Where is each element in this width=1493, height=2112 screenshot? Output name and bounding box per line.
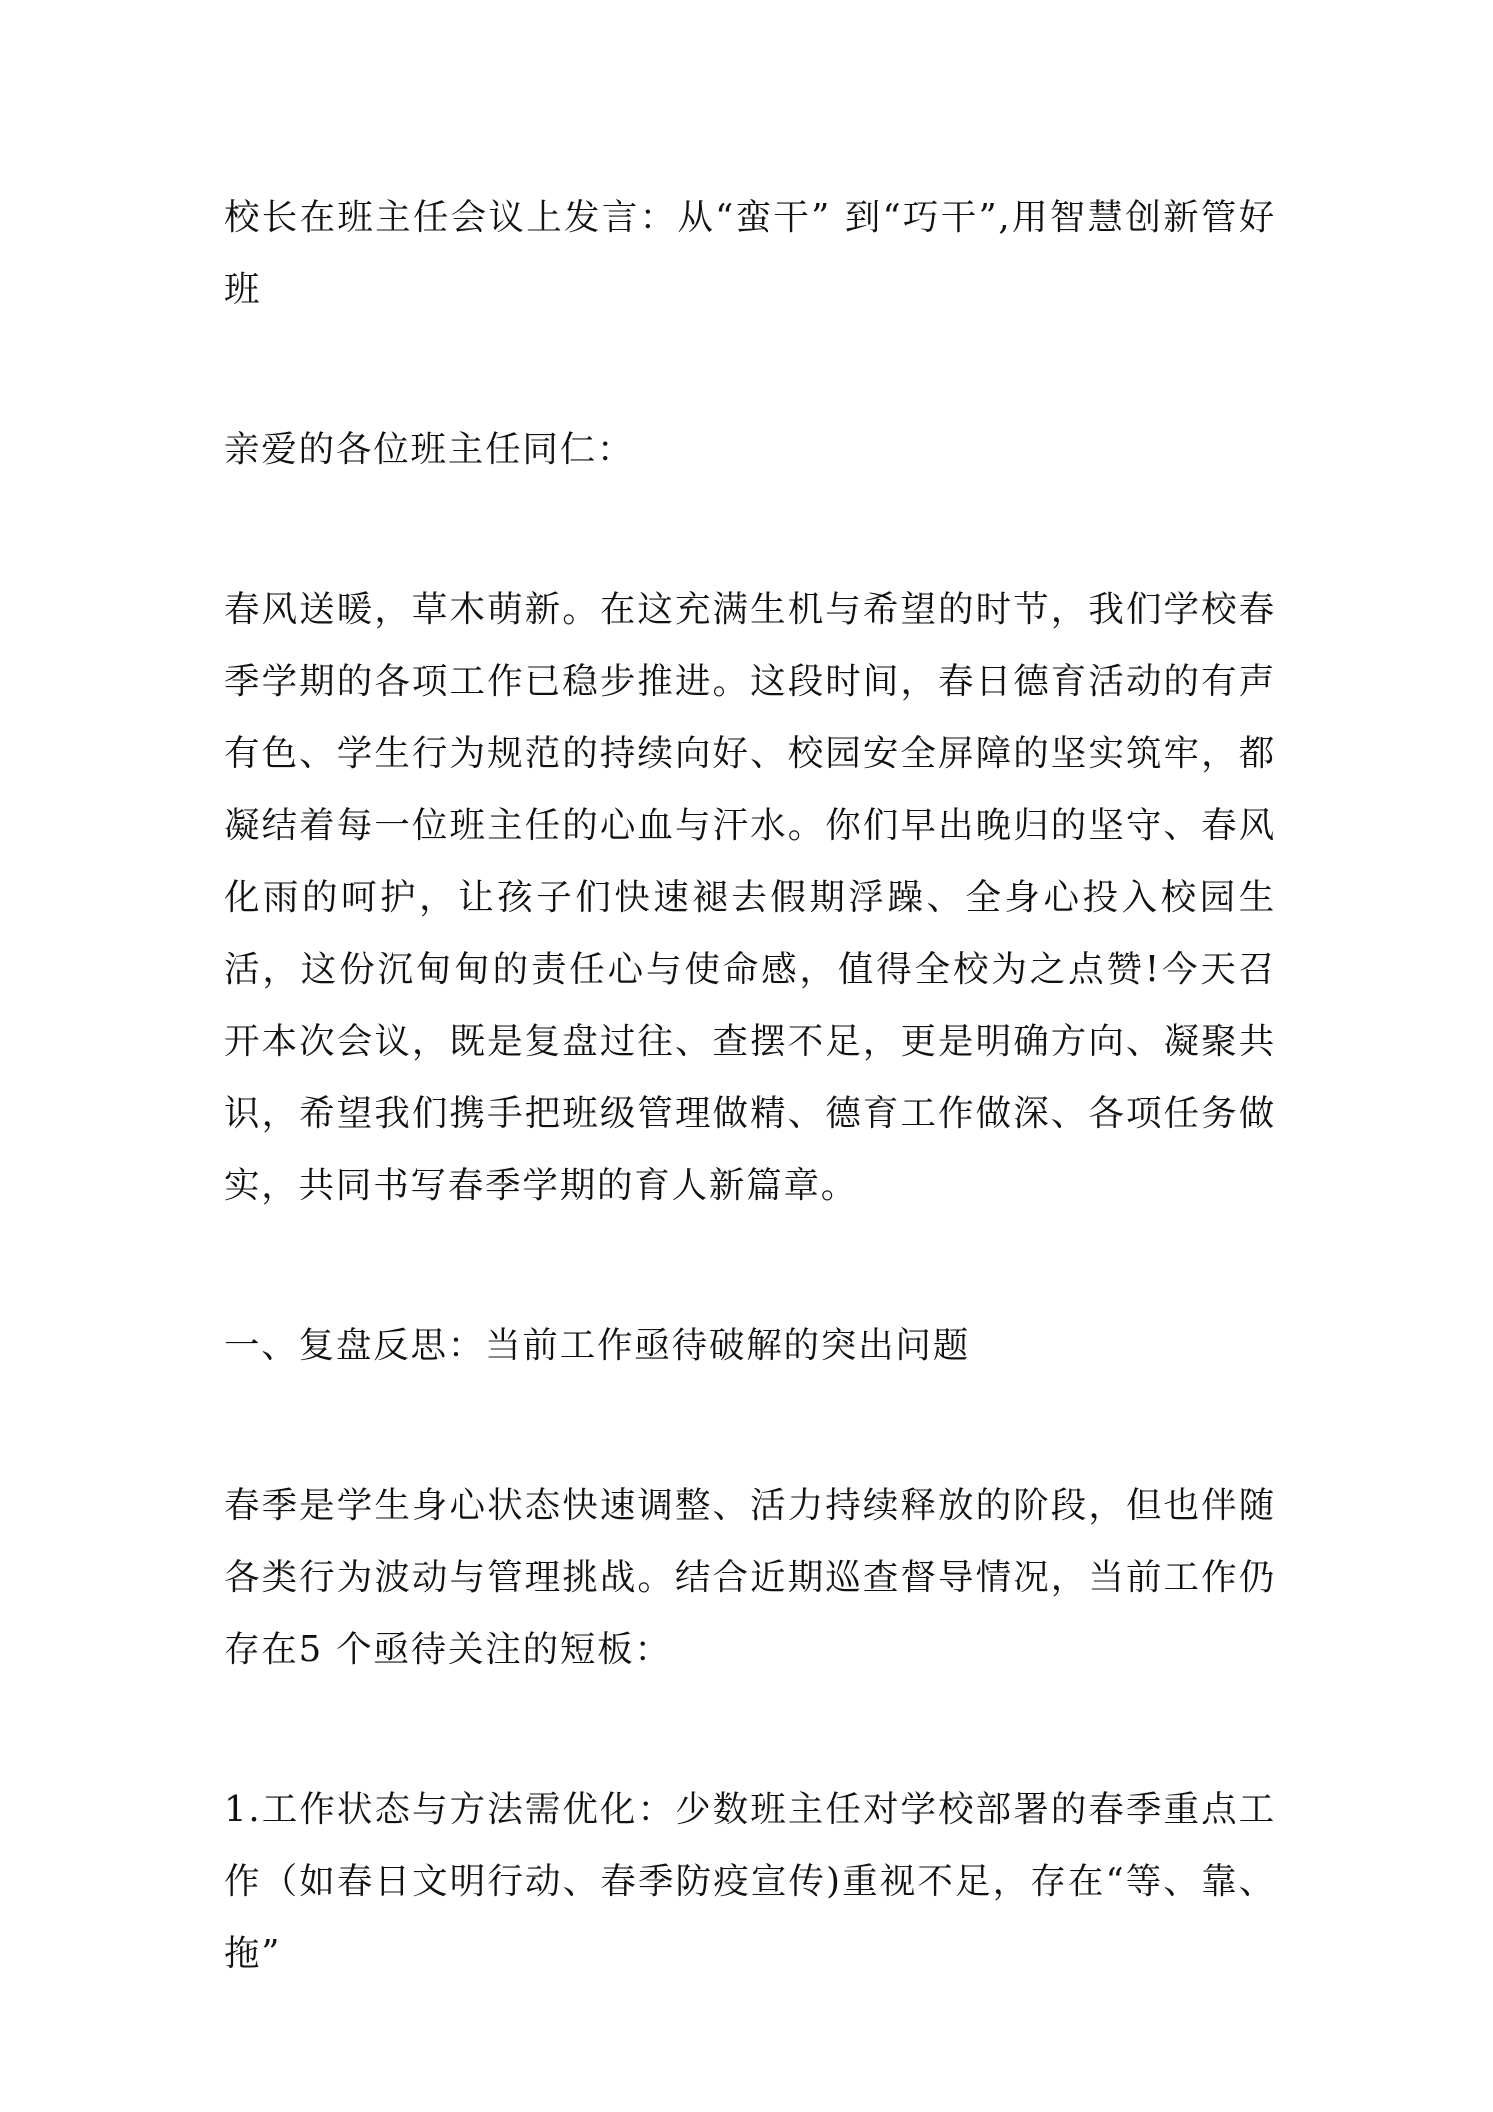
list-item-1: 1.工作状态与方法需优化：少数班主任对学校部署的春季重点工作（如春日文明行动、春季防疫宣传)重视不足，存在“等、靠、拖”: [224, 1789, 1276, 1974]
greeting: 亲爱的各位班主任同仁：: [224, 429, 635, 470]
intro-paragraph: 春风送暖，草木萌新。在这充满生机与希望的时节，我们学校春季学期的各项工作已稳步推进。这段时间，春日德育活动的有声有色、学生行为规范的持续向好、校园安全屏障的坚实筑牢，都凝结着每一位班主任的心血与汗水。你们早出晚归的坚守、春风化雨的呵护，让孩子们快速褪去假期浮躁、全身心投入校园生活，这份沉甸甸的责任心与使命感，值得全校为之点赞!今天召开本次会议，既是复盘过往、查摆不足，更是明确方向、凝聚共识，希望我们携手把班级管理做精、德育工作做深、各项任务做实，共同书写春季学期的育人新篇章。: [224, 589, 1276, 1206]
document-body: [224, 182, 1276, 1990]
document-title: 校长在班主任会议上发言：从“蛮干” 到“巧干”,用智慧创新管好班: [224, 197, 1276, 310]
section-paragraph: 春季是学生身心状态快速调整、活力持续释放的阶段，但也伴随各类行为波动与管理挑战。结合近期巡查督导情况，当前工作仍存在5 个亟待关注的短板：: [224, 1485, 1276, 1670]
section-heading: 一、复盘反思：当前工作亟待破解的突出问题: [224, 1325, 971, 1366]
